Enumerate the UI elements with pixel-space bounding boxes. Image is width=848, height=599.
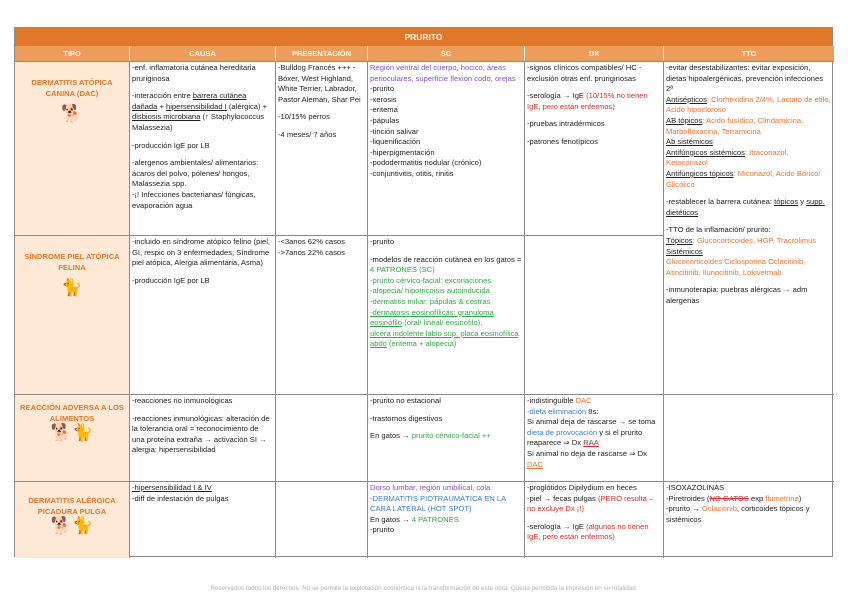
sc-modelos: -modelos de reacción cutánea en los gatos = 4 PATRONES (SC) [370, 254, 522, 275]
dx-dieta: -dieta eliminación 8s: [527, 406, 599, 416]
presentacion-line: ->7anos 22% casos [278, 247, 345, 257]
tto-antifungicos-top: Antifúngicos tópicos: Miconazol, Acido Bórico/ Glicólico [666, 168, 821, 189]
header-tto: TTO [663, 46, 834, 61]
causa-line: -diff de infestación de pulgas [132, 493, 229, 503]
row-dapp-dx [524, 481, 663, 558]
dx-serologia: -serología → IgE (algunos no tienen IgE, pero están enfermos) [527, 521, 649, 542]
causa-line: -¡! Infecciones bacterianas/ fúngicas, evaporación agua [132, 189, 256, 210]
tipo-label: DERMATITIS ALÉRGICA PICADURA PULGA [28, 496, 116, 516]
causa-line: -reacciones no inmunológicas [132, 396, 233, 405]
sc-patron: -alopecia/ hipotricoisis autoinducida [370, 286, 490, 296]
row-felina-dx [524, 235, 663, 394]
sc-patron: -dermatosis eosinofílicas: granuloma eosinófilo (oral/ lineal/ eosinófilo), [370, 307, 494, 328]
row-dac-sc [367, 61, 524, 235]
cat-icon: 🐈 [61, 278, 83, 297]
tto-prurito: -prurito → Oclacitinib, corticoides tópicos y sistémicos [666, 504, 810, 524]
dx-si-no-deja: Si animal no deja de rascarse ⇒ Dx DAC [527, 448, 647, 469]
tto-line: -evitar desestabilizantes: evitar exposición, dietas hipoalergénicas, prevención infecciones 2ª [666, 63, 824, 94]
causa-line: -incluido en síndrome atópico felino (piel, GI, respic on 3 enfermedades; Síndrome piel atópica, Alergia alimentaria, Asma) [132, 237, 271, 268]
tto-sistemicos: Glucocorticoides Ciclosporina Oclacitinib, Atincitinib, Ilunocitinib, Lokivetmab [666, 257, 806, 277]
tto-topicos: Tópicos: Glucocorticoides, HGP, Tracrolimus [666, 235, 817, 245]
sc-line: -liquenificación [370, 137, 421, 147]
row-dac-tipo [15, 61, 129, 235]
tipo-label: DERMATITIS ATÓPICA CANINA (DAC) [31, 78, 113, 98]
dx-si-deja: Si animal deja de rascarse → se toma dieta de provocación y si el prurito reaparece ⇒ Dx RAA [527, 417, 656, 448]
sc-gatos: En gatos → prurito cérvico-facial ++ [370, 431, 491, 441]
table-title: PRURITO [15, 28, 832, 46]
presentacion-line: -<3anos 62% casos [278, 237, 345, 246]
sc-hot-spot: -DERMATITIS PIOTRAUMÁTICA EN LA CARA LATERAL (HOT SPOT) [370, 493, 506, 514]
dog-cat-icon: 🐕🐈 [50, 423, 94, 442]
sc-line: -conjuntivitis, otitis, rinitis [370, 168, 454, 178]
causa-line: -hipersensibilidad I & IV [132, 483, 212, 492]
sc-line: -pápulas [370, 115, 400, 125]
footer-copyright: Reservados todos los derechos. No se permite la explotación económica ni la transformación de esta obra. Queda permitida la impresión en su totalidad. [210, 585, 638, 592]
tipo-label: REACCIÓN ADVERSA A LOS ALIMENTOS [20, 403, 124, 423]
tto-line: -ISOXAZOLINAS [666, 483, 725, 492]
dog-icon: 🐕 [61, 104, 83, 123]
tto-antifungicos-sist: Antifúngicos sistémicos: Itraconazol, Ketoconazol [666, 147, 789, 168]
dx-line: -signos clínicos compatibles/ HC -exclusión otras enf. pruriginosas [527, 63, 642, 83]
presentacion-line: -10/15% perros [278, 112, 330, 122]
tto-inflamacion: -TTO de la inflamación/ prurito: [666, 225, 771, 235]
sc-line: -prurito [370, 84, 395, 94]
row-dapp-tipo [15, 481, 129, 558]
presentacion-line: -4 meses/ 7 años [278, 129, 337, 139]
tto-antisepticos: Antisépticos: Clorhexidina 2/4%, Lactato de etilo, Acido hipocloroso [666, 94, 831, 115]
row-dapp-tto [663, 481, 834, 558]
sc-location: Dorso lumbar, región umbilical, cola [370, 483, 491, 492]
row-dapp-sc [367, 481, 524, 558]
sc-location: Región ventral del cuerpo, hocico, áreas perioculares, superficie flexión codo, orejas [370, 63, 516, 83]
row-felina-presentacion [275, 235, 367, 394]
causa-line: -reacciones inmunológicas: alteración de la tolerancia oral = reconocimiento de una proteína extraña → activación SI → alergia: hipersensibilidad [132, 413, 270, 455]
causa-line: -alergenos ambientales/ alimentarios: ácaros del polvo, pólenes/ hongos, Malassezia spp. [132, 158, 259, 189]
dx-line: -pruebas intradérmicos [527, 119, 605, 129]
dx-line: -proglótidos Dipilydium en heces [527, 483, 637, 492]
sc-line: -tinción salivar [370, 126, 419, 136]
row-dac-causa [129, 61, 275, 235]
sc-patron: -dermatitis miliar: pápulas & costras [370, 296, 491, 306]
tto-inmunoterapia: -inmunoterapia: puebras alérgicas → adm alergenas [666, 285, 808, 305]
tipo-label: SÍNDROME PIEL ATÓPICA FELINA [24, 252, 120, 272]
presentacion-line: -Bulldog Francés +++ -Bóxer, West Highland, White Terrier, Labrador, Pastor Alemán, Shar Pei [278, 63, 361, 104]
dx-serologia: -serología → IgE (10/15% no tienen IgE, pero están enfermos) [527, 91, 648, 111]
header-tipo: TIPO [15, 46, 129, 61]
tto-ab-topicos: AB tópicos: Acido fusídico, Clindamicina, Marbofloxacina, Terramicina [666, 115, 804, 136]
sc-line: -trastornos digestivos [370, 413, 443, 423]
causa-line: -producción IgE por LB [132, 140, 210, 150]
row-dapp-presentacion [275, 481, 367, 558]
dx-piel: -piel → fecas pulgas (PERO resulta – no excluye Dx ¡!) [527, 493, 654, 514]
header-causa: CAUSA [129, 46, 275, 61]
prurito-table [14, 27, 833, 557]
header-dx: DX [524, 46, 663, 61]
sc-patron: úlcera indolente labio sup, placa eosinofílica abdo (eritema + alopecia) [370, 328, 519, 349]
tto-barrera: -restablecer la barrera cutánea: tópicos y supp. dietéticos [666, 197, 825, 217]
header-presentacion: PRESENTACIÓN [275, 46, 367, 61]
tto-sistemicos-label: Sistémicos [666, 246, 703, 256]
row-raa-sc [367, 394, 524, 481]
sc-line: -prurito [370, 237, 395, 246]
sc-line: -prurito [370, 525, 395, 535]
row-raa-presentacion [275, 394, 367, 481]
row-dapp-causa [129, 481, 275, 558]
sc-gatos: En gatos → 4 PATRONES [370, 514, 459, 524]
row-felina-tipo [15, 235, 129, 394]
row-raa-tipo [15, 394, 129, 481]
sc-line: -pododermatitis nodular (crónico) [370, 158, 482, 168]
causa-line: -enf. inflamatoria cutánea hereditaria pruriginosa [132, 63, 256, 83]
row-dac-presentacion [275, 61, 367, 235]
dog-cat-icon: 🐕🐈 [50, 516, 94, 535]
row-raa-causa [129, 394, 275, 481]
row-dac-dx [524, 61, 663, 235]
sc-line: -hiperpigmentación [370, 147, 435, 157]
tto-ab-sistemicos: Ab sistémicos [666, 137, 713, 147]
sc-line: -prurito no estacional [370, 396, 441, 405]
row-felina-sc [367, 235, 524, 394]
sc-patron: -prurito cérvico-facial: excoriaciones [370, 275, 492, 285]
dx-line: -patrones fenotípicos [527, 136, 598, 146]
header-sc: SC [367, 46, 524, 61]
tto-shared [663, 61, 834, 394]
dx-indistinguible: -indistinguible DAC [527, 396, 592, 405]
tto-piretroides: -Piretroides (NO GATOS exp flumetrina) [666, 493, 802, 503]
sc-line: -eritema [370, 105, 398, 115]
sc-line: -xerosis [370, 94, 397, 104]
row-felina-causa [129, 235, 275, 394]
causa-line: -interacción entre barrera cutánea dañada + hipersensibilidad I (alérgica) + disbiosis microbiana (↑ Staphylococcus Malassezia) [132, 91, 268, 132]
row-raa-dx [524, 394, 663, 481]
causa-line: -producción IgE por LB [132, 275, 210, 285]
row-raa-tto [663, 394, 834, 481]
